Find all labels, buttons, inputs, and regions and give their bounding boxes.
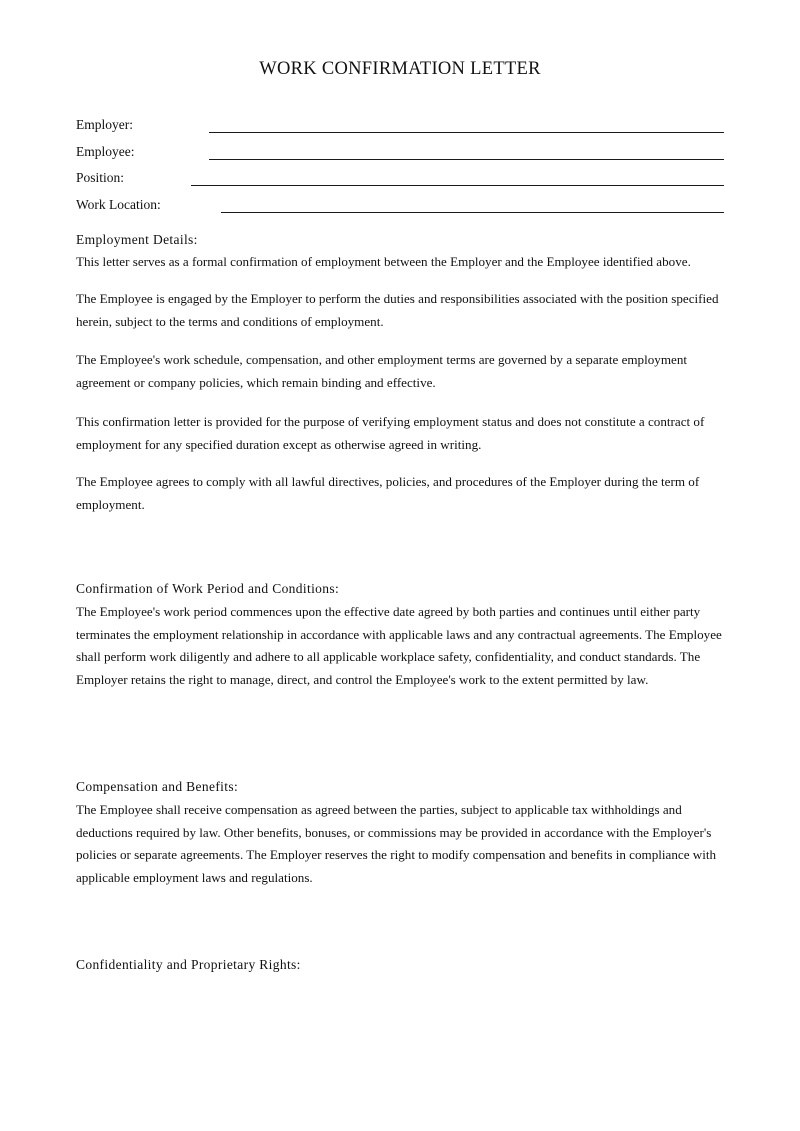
work-location-field (76, 197, 724, 219)
employer-blank-line[interactable] (209, 132, 724, 133)
confidentiality-heading: Confidentiality and Proprietary Rights: (76, 957, 301, 972)
employment-paragraph: This letter serves as a formal confirmation of employment between the Employer and the Employee identified above. (76, 254, 691, 269)
employer-field (76, 117, 724, 139)
position-label: Position: (76, 170, 125, 185)
employment-paragraph: The Employee agrees to comply with all lawful directives, policies, and procedures of the Employer during the term of employment. (76, 474, 700, 512)
work-period-heading: Confirmation of Work Period and Conditions: (76, 581, 340, 596)
work-location-label: Work Location: (76, 197, 161, 212)
employee-blank-line[interactable] (209, 159, 724, 160)
employment-details-heading: Employment Details: (76, 232, 198, 247)
compensation-paragraph: The Employee shall receive compensation as agreed between the parties, subject to applicable tax withholdings and deductions required by law. Other benefits, bonuses, or commissions may be provided in accordance with the Employer's policies or separate agreements. The Employer reserves the right to modify compensation and benefits in compliance with applicable employment laws and regulations. (76, 802, 717, 886)
employment-paragraph: This confirmation letter is provided for the purpose of verifying employment status and does not constitute a contract of employment for any specified duration except as otherwise agreed in writing. (76, 414, 705, 452)
employment-paragraph: The Employee is engaged by the Employer to perform the duties and responsibilities associated with the position specified herein, subject to the terms and conditions of employment. (76, 291, 719, 329)
employee-field (76, 144, 724, 166)
work-period-paragraph: The Employee's work period commences upon the effective date agreed by both parties and continues until either party terminates the employment relationship in accordance with applicable laws and any contractual agreements. The Employee shall perform work diligently and adhere to all applicable workplace safety, confidentiality, and conduct standards. The Employer retains the right to manage, direct, and control the Employee's work to the extent permitted by law. (76, 604, 722, 688)
employee-label: Employee: (76, 144, 135, 159)
position-blank-line[interactable] (191, 185, 724, 186)
position-field (76, 170, 724, 192)
document-title: WORK CONFIRMATION LETTER (259, 59, 541, 79)
employer-label: Employer: (76, 117, 133, 132)
work-location-blank-line[interactable] (221, 212, 724, 213)
compensation-heading: Compensation and Benefits: (76, 779, 239, 794)
employment-paragraph: The Employee's work schedule, compensation, and other employment terms are governed by a separate employment agreement or company policies, which remain binding and effective. (76, 352, 688, 390)
